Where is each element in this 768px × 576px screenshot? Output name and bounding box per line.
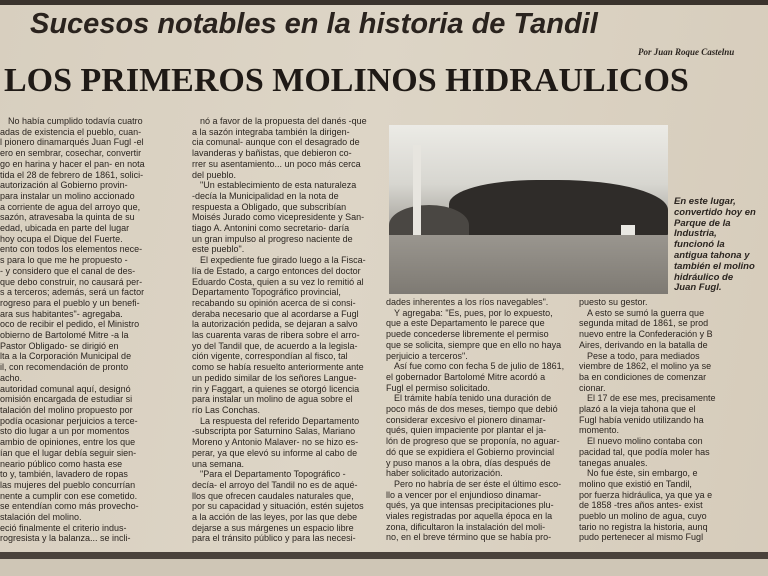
text-line: "Para el Departamento Topográfico - [200, 469, 346, 480]
section-title: Sucesos notables en la historia de Tandil [30, 8, 598, 40]
text-line: Fugl el permiso solicitado. [386, 382, 491, 393]
text-line: podía ocasionar perjuicios a terce- [0, 415, 138, 426]
text-line: de 1858 -tres años antes- exist [579, 500, 703, 511]
text-line: il, con recomendación de pronto [0, 362, 129, 373]
text-line: que se solicita, siempre que en ello no haya [386, 339, 562, 350]
text-line: oco de recibir el pedido, el Ministro [0, 319, 140, 330]
text-line: to y, también, lavadero de ropas [0, 469, 128, 480]
text-line: puede concederse libremente el permiso [386, 329, 549, 340]
text-line: edad, ubicada en parte del lugar [0, 223, 130, 234]
text-line: río Las Conchas. [192, 404, 261, 415]
text-line: sto dio lugar a un por momentos [0, 426, 130, 437]
text-line: sazón, atravesaba la quinta de su [0, 212, 135, 223]
text-line: recabando su opinión acerca de si consi- [192, 297, 356, 308]
text-line: que debo construir, no causará per- [0, 276, 143, 287]
text-line: omisión encargada de estudiar si [0, 394, 133, 405]
text-line: Moreno y Antonio Malaver- no se hizo es- [192, 437, 359, 448]
caption-line: Parque de la [674, 217, 731, 229]
text-line: La respuesta del referido Departamento [200, 415, 360, 426]
text-line: Moisés Jurado como vicepresidente y San- [192, 212, 365, 223]
text-line: no, en el breve término que se había pro- [386, 532, 552, 543]
text-line: llo a vencer por el enjundioso dinamar- [386, 489, 542, 500]
text-line: ara sus habitantes"- agregaba. [0, 308, 123, 319]
text-line: a la acción de las leyes, por las que debe [192, 512, 358, 523]
text-line: No fue éste, sin embargo, e [587, 468, 698, 479]
text-line: acho. [0, 372, 23, 383]
text-line: ento con todos los elementos nece- [0, 244, 143, 255]
text-line: rrer su asentamiento... un poco más cerca [192, 158, 361, 169]
text-line: rogreso para el pueblo y un benefi- [0, 297, 140, 308]
text-line: una semana. [192, 458, 245, 469]
text-line: s para lo que me he propuesto - [0, 255, 128, 266]
text-line: rin y Faggart, a quienes se otorgó licencia [192, 383, 360, 394]
text-line: Pastor Obligado- se dirigió en [0, 340, 119, 351]
text-line: viembre de 1862, el molino ya se [579, 361, 712, 372]
text-line: Departamento Topográfico provincial, [192, 287, 341, 298]
text-line: y puso manos a la obra, días después de [386, 457, 551, 468]
text-line: cionar. [579, 382, 606, 393]
text-line: autoridad comunal aquí, designó [0, 383, 131, 394]
text-line: a corriente de agua del arroyo que, [0, 201, 141, 212]
text-line: pacidad tal, que podía moler has [579, 446, 710, 457]
text-line: Fugl había venido utilizando ha [579, 414, 704, 425]
text-line: lón de progreso que se proponía, no aguar- [386, 436, 560, 447]
text-line: nuevo entre la Confederación y B [579, 329, 713, 340]
text-line: hoy ocupa el Dique del Fuerte. [0, 233, 123, 244]
text-line: talación del molino propuesto por [0, 404, 133, 415]
text-line: lía de Estado, a cargo entonces del doctor [192, 265, 361, 276]
article-column-4 [579, 297, 765, 543]
page-below [0, 559, 768, 576]
photo-chimney [413, 145, 421, 235]
byline: Por Juan Roque Castelnu [638, 47, 735, 57]
text-line: poco más de dos meses, tiempo que debió [386, 404, 558, 415]
text-line: ambio de opiniones, entre los que [0, 437, 136, 448]
text-line: dó que se expidiera el Gobierno provincial [386, 446, 555, 457]
text-line: para el tránsito público y para las necesi- [192, 533, 356, 544]
text-line: El trámite había tenido una duración de [394, 393, 552, 404]
text-line: El nuevo molino contaba con [587, 436, 703, 447]
text-line: este pueblo". [192, 244, 245, 255]
caption-line: funcionó la [674, 239, 725, 251]
text-line: ían que el lugar debía seguir sien- [0, 447, 137, 458]
article-column-3 [386, 297, 574, 543]
text-line: "Un establecimiento de esta naturaleza [200, 180, 357, 191]
text-line: go en harina y hacer el pan- en nota [0, 158, 145, 169]
text-line: cia comunal- aunque con el desagrado de [192, 137, 360, 148]
text-line: Así fue como con fecha 5 de julio de 1861, [394, 361, 565, 372]
text-line: zona, dificultaron la instalación del moli- [386, 521, 546, 532]
caption-line: antigua tahona y [674, 249, 750, 261]
photo-grass [389, 235, 668, 294]
article-column-1 [0, 116, 188, 544]
text-line: se entendían como más provecho- [0, 501, 139, 512]
text-line: Pero no habría de ser éste el último esco- [394, 478, 562, 489]
article-photo [389, 125, 668, 294]
text-line: l pionero dinamarqués Juan Fugl -el [0, 137, 144, 148]
text-line: lavanderas y bañistas, que debieron co- [192, 148, 352, 159]
caption-line: Industria, [674, 228, 717, 240]
text-line: para instalar un molino de agua sobre el [192, 394, 353, 405]
text-line: pueblo un molino de agua, cuyo [579, 511, 707, 522]
text-line: considerar excesivo el pionero dinamar- [386, 414, 546, 425]
text-line: plazó a la vieja tahona que el [579, 404, 696, 415]
text-line: para instalar un molino accionado [0, 190, 135, 201]
text-line: viales registradas por aquella época en la [386, 511, 553, 522]
text-line: por su capacidad y situación, estén sujetos [192, 501, 364, 512]
photo-caption [674, 197, 766, 294]
text-line: No había cumplido todavía cuatro [8, 116, 143, 126]
text-line: qués, ya que intensas precipitaciones plu- [386, 500, 554, 511]
text-line: adas de existencia el pueblo, cuan- [0, 126, 142, 137]
caption-line: En este lugar, [674, 196, 736, 207]
text-line: -subscripta por Saturnino Salas, Mariano [192, 426, 356, 437]
text-line: las cuarenta varas de ribera sobre el arro- [192, 330, 360, 341]
text-line: Pese a todo, para mediados [587, 350, 700, 361]
text-line: eció finalmente el criterio indus- [0, 522, 127, 533]
text-line: las mujeres del pueblo concurrían [0, 479, 136, 490]
text-line: Y agregaba: "Es, pues, por lo expuesto, [394, 307, 553, 318]
headline: LOS PRIMEROS MOLINOS HIDRAULICOS [4, 62, 689, 99]
text-line: puesto su gestor. [579, 297, 648, 307]
text-line: segunda mitad de 1861, se prod [579, 318, 709, 329]
text-line: molino que existió en Tandil, [579, 478, 692, 489]
caption-line: también el molino [674, 260, 755, 272]
text-line: ción vigente, correspondían al fisco, tal [192, 351, 348, 362]
text-line: haber solicitado autorización. [386, 468, 503, 479]
text-line: dejarse a sus márgenes un espacio libre [192, 522, 354, 533]
text-line: ero en sembrar, cosechar, convertir [0, 148, 142, 159]
top-rule [0, 0, 768, 5]
text-line: yo del Tandil que, de acuerdo a la legisla- [192, 340, 358, 351]
text-line: del pueblo. [192, 169, 237, 180]
text-line: pudo pertenecer al mismo Fugl [579, 532, 704, 543]
text-line: por fuerza hidráulica, ya que ya e [579, 489, 713, 500]
text-line: qués, quien impaciente por plantar el ja- [386, 425, 547, 436]
text-line: momento. [579, 425, 620, 436]
text-line: respuesta a Obligado, que subscribían [192, 201, 347, 212]
text-line: un gran impulso al progreso naciente de [192, 233, 353, 244]
text-line: llos que ofrecen caudales naturales que, [192, 490, 354, 501]
text-line: tanegas anuales. [579, 457, 648, 468]
bottom-rule [0, 552, 768, 559]
text-line: tario no registra la historia, aunq [579, 521, 708, 532]
text-line: la autorización pedida, se dejaran a salvo [192, 319, 358, 330]
text-line: El expediente fue girado luego a la Fisca- [200, 255, 366, 266]
text-line: stalación del molino. [0, 512, 82, 523]
caption-line: hidráulico de [674, 271, 734, 283]
text-line: ba en condiciones de comenzar [579, 371, 707, 382]
caption-line: convertido hoy en [674, 206, 756, 218]
text-line: decía- el arroyo del Tandil no es de aqué- [192, 479, 358, 490]
text-line: El 17 de ese mes, precisamente [587, 393, 716, 404]
text-line: obierno de Bartolomé Mitre -a la [0, 330, 129, 341]
photo-trees [449, 180, 668, 240]
text-line: Aires, derivando en la batalla de [579, 339, 708, 350]
text-line: deraba necesario que al acordarse a Fugl [192, 308, 359, 319]
text-line: a la sazón integraba también la dirigen- [192, 126, 350, 137]
text-line: s a terceros; además, será un factor [0, 287, 145, 298]
text-line: tiago A. Antonini como secretario- daría [192, 223, 350, 234]
text-line: rogresista y la balanza... se incli- [0, 533, 131, 544]
caption-line: Juan Fugl. [674, 282, 722, 294]
text-line: A esto se sumó la guerra que [587, 307, 705, 318]
text-line: perjuicio a terceros". [386, 350, 468, 361]
text-line: perar, ya que elevó su informe al cabo de [192, 447, 358, 458]
text-line: nente a cumplir con ese cometido. [0, 490, 138, 501]
text-line: neario público como hasta ese [0, 458, 123, 469]
text-line: como se había resuelto anteriormente ante [192, 362, 364, 373]
text-line: - y considero que el canal de des- [0, 265, 136, 276]
text-line: tida el 28 de febrero de 1861, solici- [0, 169, 144, 180]
text-line: autorización al Gobierno provin- [0, 180, 128, 191]
text-line: un pedido similar de los señores Langue- [192, 372, 357, 383]
text-line: el gobernador Bartolomé Mitre acordó a [386, 371, 546, 382]
text-line: Eduardo Costa, quien a su vez lo remitió al [192, 276, 364, 287]
text-line: lta a la Corporación Municipal de [0, 351, 132, 362]
article-column-2 [192, 116, 382, 544]
text-line: nó a favor de la propuesta del danés -que [200, 116, 367, 126]
text-line: -decía la Municipalidad en la nota de [192, 190, 339, 201]
text-line: que a este Departamento le parece que [386, 318, 545, 329]
text-line: dades inherentes a los ríos navegables". [386, 297, 549, 307]
